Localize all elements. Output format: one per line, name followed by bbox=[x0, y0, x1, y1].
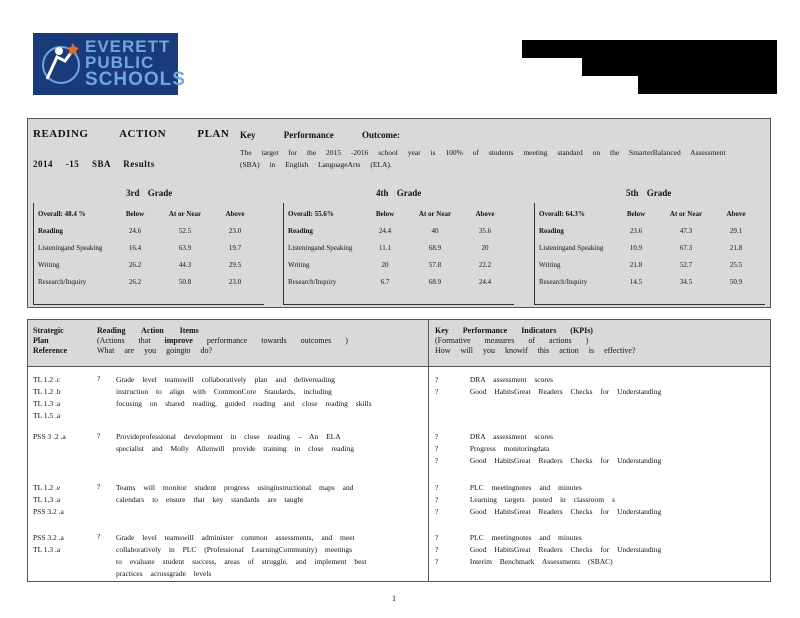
column-header: Above bbox=[475, 209, 495, 218]
kpi-item bbox=[435, 544, 765, 556]
overall-value: 64.3% bbox=[565, 209, 585, 218]
cell-value: 29.1 bbox=[729, 226, 743, 235]
logo-text-line3: SCHOOLS bbox=[85, 69, 186, 90]
redaction-bar bbox=[522, 40, 777, 58]
bullet-icon: ? bbox=[435, 495, 439, 504]
cell-value: 22.2 bbox=[478, 260, 492, 269]
cell-value: 23.6 bbox=[629, 226, 643, 235]
header-reference: Reference bbox=[33, 346, 68, 355]
header-plan: Plan bbox=[33, 336, 49, 345]
cell-value: 50.9 bbox=[729, 277, 743, 286]
action-items-table bbox=[27, 319, 771, 582]
overall-label: Overall: bbox=[539, 209, 564, 218]
column-header: Below bbox=[375, 209, 395, 218]
column-header: At or Near bbox=[418, 209, 452, 218]
table-row bbox=[36, 222, 260, 239]
kpi-text: DRA assessment scores bbox=[469, 375, 554, 384]
bullet-icon: ? bbox=[435, 432, 439, 441]
cell-value: 6.7 bbox=[380, 277, 390, 286]
kpi-text: Good HabitsGreat Readers Checks for Understanding bbox=[469, 507, 662, 516]
cell-value: 11.1 bbox=[379, 243, 391, 252]
kpi-item bbox=[435, 455, 765, 467]
ref-code: TL 1,3 .a bbox=[33, 495, 61, 504]
grade-4-table bbox=[286, 205, 510, 290]
target-line1: The target for the 2015 -2016 school year is 100% of students meeting standard on the SmarterBalanced Assessment bbox=[240, 148, 726, 157]
row-3-action bbox=[116, 482, 416, 506]
row-3-kpis bbox=[435, 482, 765, 518]
row-label: Research/Inquiry bbox=[539, 277, 588, 286]
column-divider bbox=[428, 320, 429, 581]
cell-value: 63.9 bbox=[178, 243, 192, 252]
cell-value: 25.5 bbox=[729, 260, 743, 269]
row-label: Reading bbox=[288, 226, 313, 235]
kpi-text: DRA assessment scores bbox=[469, 432, 554, 441]
overall-label: Overall: bbox=[288, 209, 313, 218]
kpi-item bbox=[435, 374, 765, 386]
ref-code: PSS 3.2 .a bbox=[33, 533, 64, 542]
cell-value: 26.2 bbox=[128, 260, 142, 269]
action-line: collaboratively in PLC (Professional LearningCommunity) meetings bbox=[116, 545, 353, 554]
column-header: At or Near bbox=[669, 209, 703, 218]
kpi-text: Good HabitsGreat Readers Checks for Understanding bbox=[469, 387, 662, 396]
action-line: practices acrossgrade levels bbox=[116, 569, 212, 578]
action-line: to evaluate student success, areas of struggle, and implement best bbox=[116, 557, 367, 566]
action-line: Teams will monitor student progress usinginstructional maps and bbox=[116, 483, 354, 492]
kpi-item bbox=[435, 494, 765, 506]
cell-value: 68.9 bbox=[428, 243, 442, 252]
overall-value: 48.4 % bbox=[64, 209, 86, 218]
ref-code: PSS 3.2 .a bbox=[33, 507, 64, 516]
bullet-icon: ? bbox=[435, 483, 439, 492]
redaction-bar bbox=[638, 76, 777, 94]
cell-value: 29.5 bbox=[228, 260, 242, 269]
cell-value: 52.7 bbox=[679, 260, 693, 269]
logo-text-line1: EVERETT bbox=[85, 37, 171, 56]
column-header: Above bbox=[225, 209, 245, 218]
row-label: Writing bbox=[539, 260, 561, 269]
kpi-item bbox=[435, 443, 765, 455]
table-row bbox=[36, 239, 260, 256]
bullet-icon: ? bbox=[435, 507, 439, 516]
row-2-kpis bbox=[435, 431, 765, 467]
results-title: 2014 -15 SBA Results bbox=[33, 159, 155, 169]
cell-value: 67.3 bbox=[679, 243, 693, 252]
kpi-item bbox=[435, 431, 765, 443]
bullet-icon: ? bbox=[435, 387, 439, 396]
table-row bbox=[286, 222, 510, 239]
table-row bbox=[36, 273, 260, 290]
cell-value: 20 bbox=[481, 243, 489, 252]
table-row bbox=[537, 239, 761, 256]
table-row bbox=[286, 239, 510, 256]
row-1-kpis bbox=[435, 374, 765, 398]
cell-value: 23.0 bbox=[228, 277, 242, 286]
header-actions-sub bbox=[97, 336, 348, 346]
header-actions-sub-a: (Actions that bbox=[97, 336, 165, 345]
kpi-item bbox=[435, 506, 765, 518]
row-4-action bbox=[116, 532, 416, 580]
cell-value: 34.5 bbox=[679, 277, 693, 286]
action-line: instruction to align with CommonCore Standards, including bbox=[116, 387, 332, 396]
row-2-action bbox=[116, 431, 416, 455]
bullet-icon: ? bbox=[435, 545, 439, 554]
cell-value: 21.8 bbox=[629, 260, 643, 269]
action-line: Grade level teamswill administer common assessments, and meet bbox=[116, 533, 355, 542]
action-line: Grade level teamswill collaboratively plan and delivereading bbox=[116, 375, 335, 384]
row-label: Writing bbox=[38, 260, 60, 269]
cell-value: 52.5 bbox=[178, 226, 192, 235]
grade-5-title: 5th Grade bbox=[626, 188, 672, 198]
action-line: focusing on shared reading, guided reading and close reading skills bbox=[116, 399, 372, 408]
header-kpis-question: How will you knowif this action is effective? bbox=[435, 346, 636, 355]
ref-code: TL 1.2 .e bbox=[33, 483, 61, 492]
kpi-text: Progress monitoringdata bbox=[469, 444, 550, 453]
ref-code: TL 1.3 .a bbox=[33, 399, 61, 408]
cell-value: 40 bbox=[431, 226, 439, 235]
header-action-items: Reading Action Items bbox=[97, 326, 199, 335]
row-2-refs bbox=[33, 431, 66, 443]
cell-value: 26.2 bbox=[128, 277, 142, 286]
cell-value: 50.8 bbox=[178, 277, 192, 286]
kpi-item bbox=[435, 556, 765, 568]
cell-value: 21.8 bbox=[729, 243, 743, 252]
row-3-refs bbox=[33, 482, 64, 518]
bullet-icon: ? bbox=[435, 557, 439, 566]
action-line: calendars to ensure that key standards are taught bbox=[116, 495, 304, 504]
header-question: What are you goingto do? bbox=[97, 346, 213, 355]
logo-emblem-icon bbox=[37, 39, 83, 89]
ref-code: TL 1.2 .b bbox=[33, 387, 61, 396]
row-label: Research/Inquiry bbox=[38, 277, 87, 286]
cell-value: 47.3 bbox=[679, 226, 693, 235]
ref-code: TL 1.2 .c bbox=[33, 375, 61, 384]
row-1-refs bbox=[33, 374, 61, 422]
page-number: 1 bbox=[392, 594, 396, 603]
ref-code: PSS 3 .2 .a bbox=[33, 432, 66, 441]
header-actions-sub-c: performance towards outcomes ) bbox=[192, 336, 348, 345]
action-line: specialist and Molly Allenwill provide training in close reading bbox=[116, 444, 354, 453]
kpo-label: Key Performance Outcome: bbox=[240, 130, 400, 140]
table-row bbox=[286, 256, 510, 273]
kpi-text: Learning targets posted in classroom s bbox=[469, 495, 615, 504]
header-strategic: Strategic bbox=[33, 326, 64, 335]
logo-text-line2: PUBLIC bbox=[85, 53, 155, 72]
bullet-icon: ? bbox=[435, 375, 439, 384]
bullet-icon: ? bbox=[435, 456, 439, 465]
grade-3-table bbox=[36, 205, 260, 290]
ref-code: TL 1.3 .a bbox=[33, 545, 61, 554]
kpi-text: PLC meetingnotes and minutes bbox=[469, 533, 582, 542]
kpi-text: Good HabitsGreat Readers Checks for Understanding bbox=[469, 456, 662, 465]
row-label: Listeningand Speaking bbox=[38, 243, 103, 252]
kpi-text: PLC meetingnotes and minutes bbox=[469, 483, 582, 492]
results-panel bbox=[27, 118, 771, 308]
row-label: Reading bbox=[539, 226, 564, 235]
column-header: At or Near bbox=[168, 209, 202, 218]
cell-value: 10.9 bbox=[629, 243, 643, 252]
row-label: Listeningand Speaking bbox=[539, 243, 604, 252]
cell-value: 57.8 bbox=[428, 260, 442, 269]
cell-value: 19.7 bbox=[228, 243, 242, 252]
target-line2: (SBA) in English LanguageArts (ELA). bbox=[240, 160, 392, 169]
header-kpis: Key Performance Indicators (KPIs) bbox=[435, 326, 593, 335]
ref-code: TL 1.5 .a bbox=[33, 411, 61, 420]
kpi-item bbox=[435, 386, 765, 398]
redaction-bar bbox=[582, 58, 777, 76]
table-row bbox=[286, 273, 510, 290]
cell-value: 23.0 bbox=[228, 226, 242, 235]
overall-label: Overall: bbox=[38, 209, 63, 218]
table-row bbox=[537, 256, 761, 273]
overall-value: 55.6% bbox=[314, 209, 334, 218]
kpi-text: Interim Benchmark Assessments (SBAC) bbox=[469, 557, 613, 566]
bullet-icon: ? bbox=[97, 482, 101, 491]
column-header: Above bbox=[726, 209, 746, 218]
table-row bbox=[537, 273, 761, 290]
cell-value: 68.9 bbox=[428, 277, 442, 286]
table-row bbox=[537, 222, 761, 239]
column-header: Below bbox=[125, 209, 145, 218]
kpi-item bbox=[435, 482, 765, 494]
grade-3-title: 3rd Grade bbox=[126, 188, 173, 198]
row-label: Listeningand Speaking bbox=[288, 243, 353, 252]
row-1-action bbox=[116, 374, 416, 410]
cell-value: 20 bbox=[381, 260, 389, 269]
cell-value: 14.5 bbox=[629, 277, 643, 286]
district-logo bbox=[33, 33, 186, 95]
bullet-icon: ? bbox=[435, 533, 439, 542]
kpi-item bbox=[435, 532, 765, 544]
cell-value: 24.6 bbox=[128, 226, 142, 235]
row-label: Reading bbox=[38, 226, 63, 235]
bullet-icon: ? bbox=[97, 374, 101, 383]
row-label: Writing bbox=[288, 260, 310, 269]
kpi-text: Good HabitsGreat Readers Checks for Understanding bbox=[469, 545, 662, 554]
header-kpis-sub: (Formative measures of actions ) bbox=[435, 336, 589, 345]
cell-value: 16.4 bbox=[128, 243, 142, 252]
table-row bbox=[36, 256, 260, 273]
row-4-refs bbox=[33, 532, 64, 556]
cell-value: 35.6 bbox=[478, 226, 492, 235]
grade-5-table bbox=[537, 205, 761, 290]
bullet-icon: ? bbox=[435, 444, 439, 453]
header-actions-sub-b: improve bbox=[164, 336, 193, 345]
cell-value: 24.4 bbox=[378, 226, 392, 235]
cell-value: 44.3 bbox=[178, 260, 192, 269]
row-4-kpis bbox=[435, 532, 765, 568]
bullet-icon: ? bbox=[97, 431, 101, 440]
action-line: Provideprofessional development in close reading – An ELA bbox=[116, 432, 341, 441]
plan-title: READING ACTION PLAN bbox=[33, 128, 230, 140]
row-label: Research/Inquiry bbox=[288, 277, 337, 286]
cell-value: 24.4 bbox=[478, 277, 492, 286]
grade-4-title: 4th Grade bbox=[376, 188, 422, 198]
bullet-icon: ? bbox=[97, 532, 101, 541]
column-header: Below bbox=[626, 209, 646, 218]
